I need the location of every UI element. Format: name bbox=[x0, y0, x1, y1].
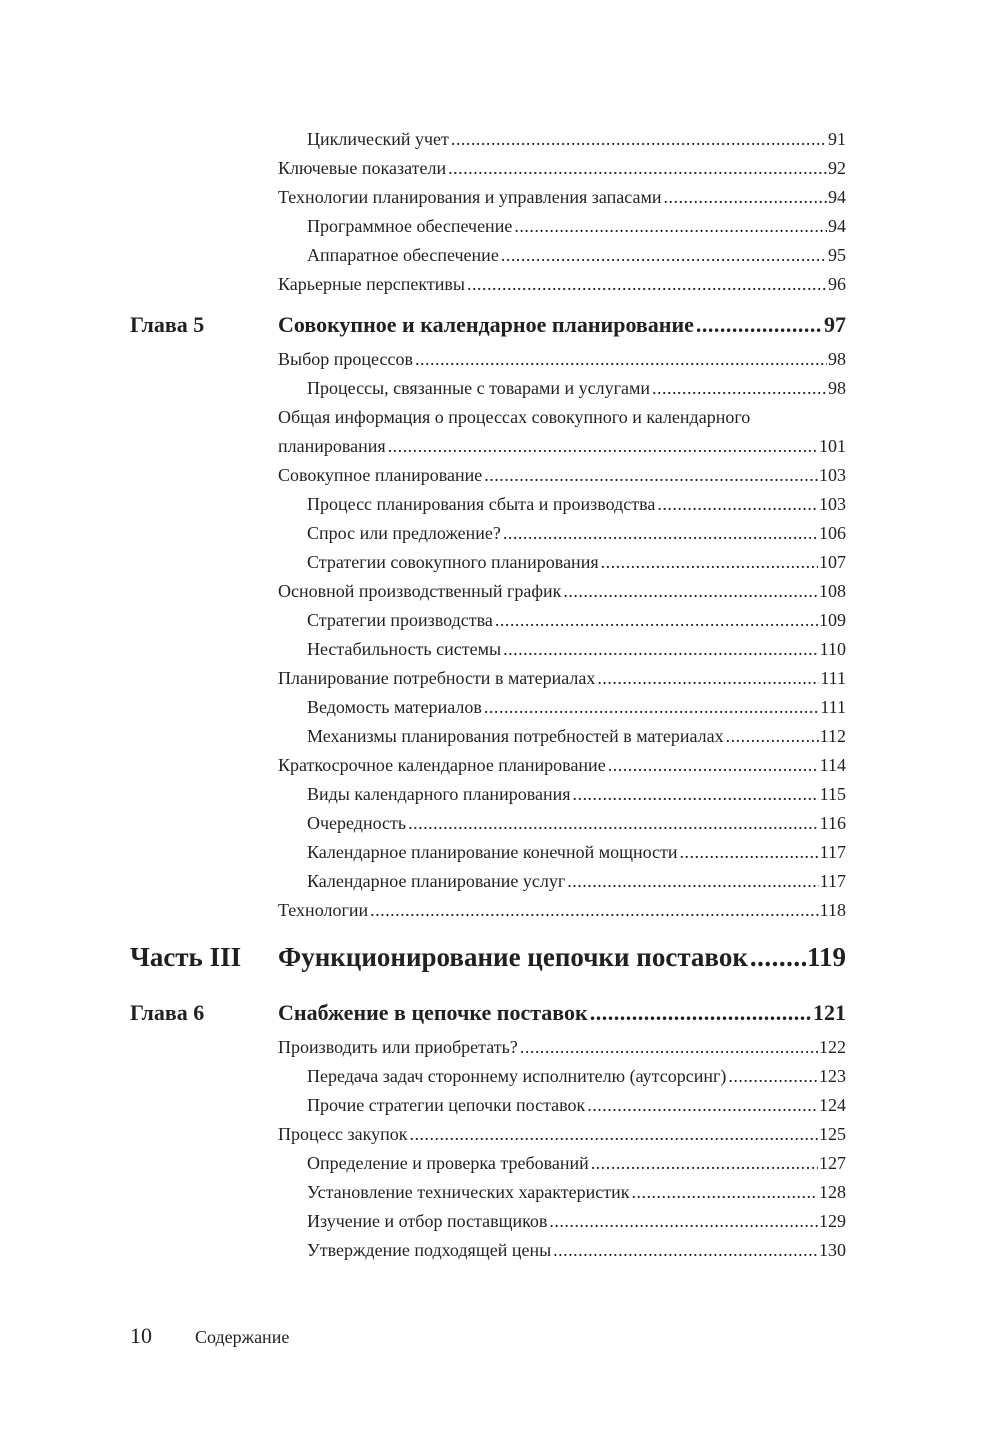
toc-page: 128 bbox=[819, 1182, 846, 1202]
toc-page: 114 bbox=[819, 755, 846, 775]
toc-title: Процесс закупок bbox=[278, 1124, 408, 1144]
dot-leader bbox=[503, 635, 819, 664]
toc-page: 116 bbox=[819, 813, 846, 833]
dot-leader bbox=[467, 270, 827, 299]
toc-page: 103 bbox=[819, 494, 846, 514]
toc-entry bbox=[130, 664, 846, 693]
toc-title: Механизмы планирования потребностей в материалах bbox=[307, 726, 724, 746]
dot-leader bbox=[608, 751, 819, 780]
toc-chapter bbox=[130, 305, 846, 345]
toc-title: Календарное планирование конечной мощности bbox=[307, 842, 678, 862]
toc-page: 98 bbox=[828, 378, 846, 398]
dot-leader bbox=[726, 722, 819, 751]
toc-page: 111 bbox=[820, 697, 846, 717]
toc-title-line1: Общая информация о процессах совокупного и календарного bbox=[278, 407, 751, 427]
dot-leader bbox=[484, 461, 818, 490]
toc-title: Установление технических характеристик bbox=[307, 1182, 630, 1202]
dot-leader bbox=[448, 154, 827, 183]
toc-title: Нестабильность системы bbox=[307, 639, 502, 659]
toc-page: 106 bbox=[819, 523, 846, 543]
running-title: Содержание bbox=[195, 1327, 290, 1347]
dot-leader bbox=[750, 929, 806, 985]
dot-leader bbox=[573, 780, 819, 809]
dot-leader bbox=[631, 1178, 818, 1207]
toc-entry bbox=[130, 212, 846, 241]
toc-title: Определение и проверка требований bbox=[307, 1153, 589, 1173]
toc-entry bbox=[130, 751, 846, 780]
dot-leader bbox=[553, 1236, 818, 1265]
dot-leader bbox=[587, 1091, 818, 1120]
toc-entry bbox=[130, 1033, 846, 1062]
toc-page: 109 bbox=[819, 610, 846, 630]
toc-page: 115 bbox=[819, 784, 846, 804]
toc-page: 121 bbox=[813, 1000, 846, 1025]
dot-leader bbox=[514, 212, 827, 241]
dot-leader bbox=[484, 693, 819, 722]
part-label: Часть III bbox=[130, 942, 242, 972]
dot-leader bbox=[728, 1062, 818, 1091]
toc-page: 122 bbox=[819, 1037, 846, 1057]
toc-entry bbox=[130, 809, 846, 838]
toc-title: Ключевые показатели bbox=[278, 158, 447, 178]
dot-leader bbox=[601, 548, 818, 577]
toc-title: Утверждение подходящей цены bbox=[307, 1240, 552, 1260]
toc-title: Карьерные перспективы bbox=[278, 274, 466, 294]
toc-page: 94 bbox=[828, 187, 846, 207]
page-footer bbox=[130, 1323, 290, 1349]
dot-leader bbox=[503, 519, 818, 548]
toc-entry bbox=[130, 490, 846, 519]
toc-title: Технологии планирования и управления запасами bbox=[278, 187, 662, 207]
toc-entry bbox=[130, 461, 846, 490]
toc-page: 110 bbox=[819, 639, 846, 659]
dot-leader bbox=[590, 993, 812, 1033]
dot-leader bbox=[388, 432, 818, 461]
toc-page: 117 bbox=[819, 871, 846, 891]
toc-title: Снабжение в цепочке поставок bbox=[278, 1000, 588, 1025]
toc-entry bbox=[130, 403, 846, 461]
toc-entry bbox=[130, 722, 846, 751]
toc-title: Процессы, связанные с товарами и услугами bbox=[307, 378, 651, 398]
toc-entry bbox=[130, 519, 846, 548]
toc-entry bbox=[130, 606, 846, 635]
toc-entry bbox=[130, 693, 846, 722]
chapter-label: Глава 5 bbox=[130, 312, 205, 337]
toc-title: Аппаратное обеспечение bbox=[307, 245, 499, 265]
toc-entry bbox=[130, 780, 846, 809]
toc-entry bbox=[130, 183, 846, 212]
dot-leader bbox=[451, 125, 827, 154]
dot-leader bbox=[520, 1033, 818, 1062]
dot-leader bbox=[680, 838, 819, 867]
toc-page: 118 bbox=[819, 900, 846, 920]
toc-title: Производить или приобретать? bbox=[278, 1037, 518, 1057]
toc-entry bbox=[130, 154, 846, 183]
dot-leader bbox=[567, 867, 818, 896]
toc-title-line2: планирования bbox=[278, 436, 386, 456]
toc-page: 112 bbox=[819, 726, 846, 746]
dot-leader bbox=[501, 241, 827, 270]
toc-page: 92 bbox=[828, 158, 846, 178]
toc-page: 95 bbox=[828, 245, 846, 265]
dot-leader bbox=[652, 374, 827, 403]
toc-entry bbox=[130, 125, 846, 154]
toc-entry bbox=[130, 1207, 846, 1236]
toc-page: 117 bbox=[819, 842, 846, 862]
toc-entry bbox=[130, 1120, 846, 1149]
toc-title: Календарное планирование услуг bbox=[307, 871, 566, 891]
toc-page: 103 bbox=[819, 465, 846, 485]
toc-title: Циклический учет bbox=[307, 129, 449, 149]
dot-leader bbox=[657, 490, 818, 519]
toc-page: 94 bbox=[828, 216, 846, 236]
toc-title: Прочие стратегии цепочки поставок bbox=[307, 1095, 586, 1115]
toc-title: Основной производственный график bbox=[278, 581, 562, 601]
toc-page: 91 bbox=[828, 129, 846, 149]
toc-entry bbox=[130, 838, 846, 867]
toc-page: 127 bbox=[819, 1153, 846, 1173]
toc-title: Процесс планирования сбыта и производства bbox=[307, 494, 656, 514]
toc-entry bbox=[130, 1091, 846, 1120]
toc-page: 96 bbox=[828, 274, 846, 294]
dot-leader bbox=[591, 1149, 818, 1178]
toc-title: Планирование потребности в материалах bbox=[278, 668, 596, 688]
toc-page: 107 bbox=[819, 552, 846, 572]
dot-leader bbox=[370, 896, 819, 925]
toc-entry bbox=[130, 1178, 846, 1207]
toc-page: 129 bbox=[819, 1211, 846, 1231]
toc-entry bbox=[130, 241, 846, 270]
dot-leader bbox=[410, 1120, 818, 1149]
toc-page: 97 bbox=[824, 312, 846, 337]
toc-title: Функционирование цепочки поставок bbox=[278, 942, 748, 972]
toc-page: 123 bbox=[819, 1066, 846, 1086]
toc-entry bbox=[130, 1149, 846, 1178]
toc-entry bbox=[130, 270, 846, 299]
toc-entry bbox=[130, 896, 846, 925]
toc-page: 130 bbox=[819, 1240, 846, 1260]
toc-title: Спрос или предложение? bbox=[307, 523, 501, 543]
toc-chapter bbox=[130, 993, 846, 1033]
toc-entry bbox=[130, 577, 846, 606]
toc-title: Стратегии производства bbox=[307, 610, 493, 630]
toc-title: Совокупное и календарное планирование bbox=[278, 312, 694, 337]
dot-leader bbox=[415, 345, 827, 374]
dot-leader bbox=[696, 305, 823, 345]
toc-title: Виды календарного планирования bbox=[307, 784, 571, 804]
toc-title: Изучение и отбор поставщиков bbox=[307, 1211, 548, 1231]
table-of-contents bbox=[130, 125, 846, 1265]
toc-title: Стратегии совокупного планирования bbox=[307, 552, 599, 572]
toc-entry bbox=[130, 635, 846, 664]
toc-page: 119 bbox=[806, 942, 846, 972]
toc-title: Выбор процессов bbox=[278, 349, 413, 369]
toc-title: Программное обеспечение bbox=[307, 216, 513, 236]
toc-page: 98 bbox=[828, 349, 846, 369]
toc-title: Ведомость материалов bbox=[307, 697, 482, 717]
dot-leader bbox=[408, 809, 819, 838]
dot-leader bbox=[495, 606, 818, 635]
toc-entry bbox=[130, 548, 846, 577]
chapter-label: Глава 6 bbox=[130, 1000, 205, 1025]
toc-title: Технологии bbox=[278, 900, 369, 920]
toc-part bbox=[130, 929, 846, 985]
toc-entry bbox=[130, 1062, 846, 1091]
toc-page: 108 bbox=[819, 581, 846, 601]
dot-leader bbox=[664, 183, 828, 212]
toc-page: 111 bbox=[820, 668, 846, 688]
toc-page: 125 bbox=[819, 1124, 846, 1144]
toc-entry bbox=[130, 867, 846, 896]
page-number: 10 bbox=[130, 1323, 152, 1348]
toc-page: 101 bbox=[819, 436, 846, 456]
toc-page: 124 bbox=[819, 1095, 846, 1115]
toc-entry bbox=[130, 345, 846, 374]
dot-leader bbox=[563, 577, 818, 606]
dot-leader bbox=[549, 1207, 818, 1236]
toc-entry bbox=[130, 374, 846, 403]
toc-entry bbox=[130, 1236, 846, 1265]
toc-title: Краткосрочное календарное планирование bbox=[278, 755, 606, 775]
dot-leader bbox=[597, 664, 819, 693]
toc-title: Совокупное планирование bbox=[278, 465, 483, 485]
toc-title: Передача задач стороннему исполнителю (аутсорсинг) bbox=[307, 1066, 727, 1086]
toc-title: Очередность bbox=[307, 813, 407, 833]
